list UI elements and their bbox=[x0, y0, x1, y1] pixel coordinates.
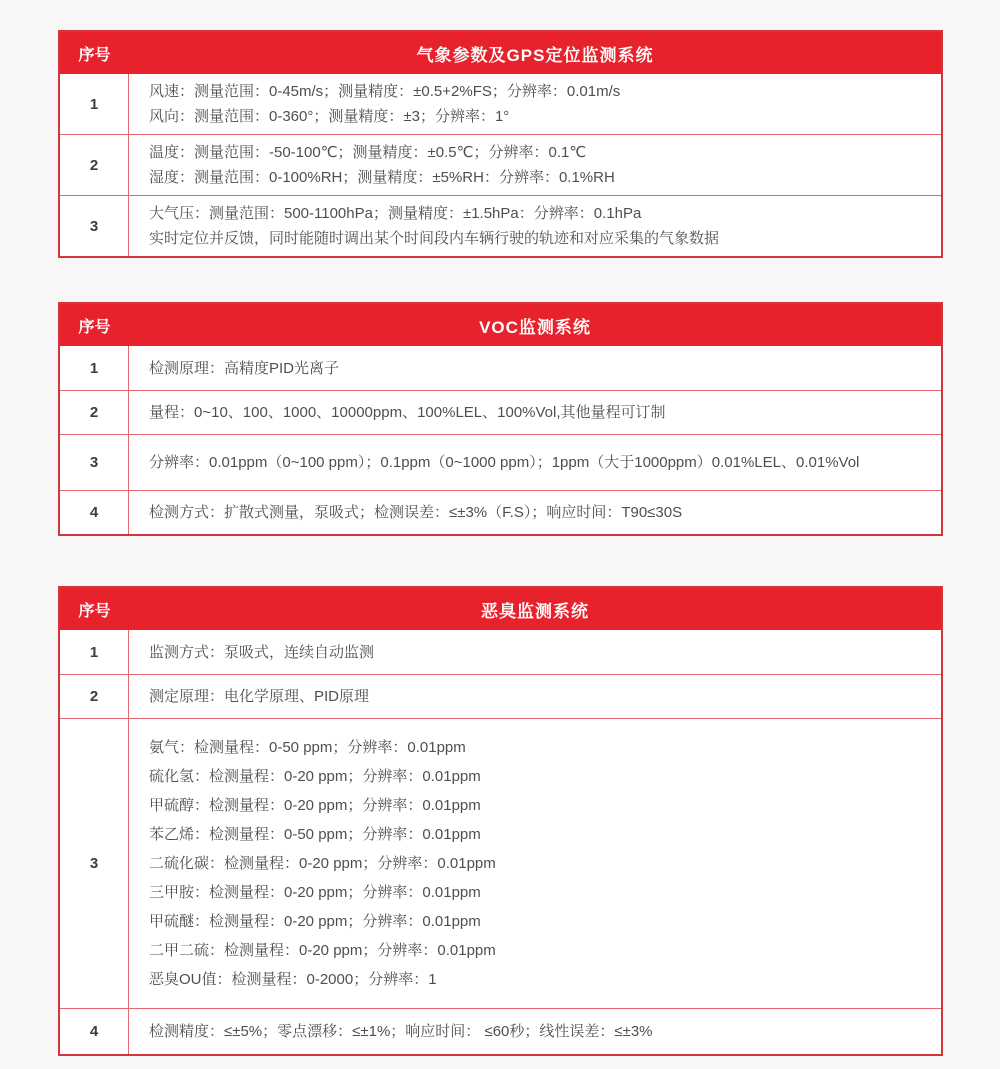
table-row bbox=[60, 674, 941, 718]
serial-cell: 1 bbox=[60, 74, 129, 134]
table-row bbox=[60, 1008, 941, 1054]
content-cell bbox=[129, 196, 941, 256]
serial-cell: 2 bbox=[60, 391, 129, 434]
spec-line: 测定原理：电化学原理、PID原理 bbox=[149, 688, 370, 705]
serial-column-header: 序号 bbox=[78, 318, 111, 336]
content-cell bbox=[129, 74, 941, 134]
spec-line: 氨气：检测量程：0-50 ppm；分辨率：0.01ppm bbox=[149, 739, 466, 756]
spec-line: 苯乙烯：检测量程：0-50 ppm；分辨率：0.01ppm bbox=[149, 826, 481, 843]
table-header bbox=[60, 32, 941, 74]
serial-cell: 3 bbox=[60, 435, 129, 490]
table-header bbox=[60, 304, 941, 346]
table-row bbox=[60, 390, 941, 434]
table-row bbox=[60, 346, 941, 390]
spec-line: 风向：测量范围：0-360°；测量精度：±3；分辨率：1° bbox=[149, 108, 510, 125]
spec-line: 大气压：测量范围：500-1100hPa；测量精度：±1.5hPa：分辨率：0.1hPa bbox=[149, 205, 642, 222]
spec-line: 检测原理：高精度PID光离子 bbox=[149, 359, 340, 377]
table-title: 恶臭监测系统 bbox=[481, 601, 589, 621]
spec-line: 湿度：测量范围：0-100%RH；测量精度：±5%RH：分辨率：0.1%RH bbox=[149, 169, 615, 186]
spec-line: 恶臭OU值：检测量程：0-2000；分辨率：1 bbox=[149, 971, 437, 988]
table-row bbox=[60, 490, 941, 534]
spec-line: 二硫化碳：检测量程：0-20 ppm；分辨率：0.01ppm bbox=[149, 855, 496, 872]
spec-line: 监测方式：泵吸式，连续自动监测 bbox=[149, 643, 375, 661]
spec-table-voc bbox=[58, 302, 943, 536]
content-cell bbox=[129, 675, 941, 718]
spec-line: 二甲二硫：检测量程：0-20 ppm；分辨率：0.01ppm bbox=[149, 942, 496, 959]
content-cell bbox=[129, 491, 941, 534]
serial-cell: 1 bbox=[60, 630, 129, 674]
spec-line: 甲硫醇：检测量程：0-20 ppm；分辨率：0.01ppm bbox=[149, 797, 481, 814]
spec-line: 实时定位并反馈，同时能随时调出某个时间段内车辆行驶的轨迹和对应采集的气象数据 bbox=[149, 230, 720, 247]
serial-cell: 2 bbox=[60, 135, 129, 195]
serial-cell: 4 bbox=[60, 1009, 129, 1054]
content-cell bbox=[129, 435, 941, 490]
table-header bbox=[60, 588, 941, 630]
serial-cell: 3 bbox=[60, 196, 129, 256]
spec-line: 温度：测量范围：-50-100℃；测量精度：±0.5℃；分辨率：0.1℃ bbox=[149, 144, 587, 161]
spec-line: 量程：0~10、100、1000、10000ppm、100%LEL、100%Vol,其他量程可订制 bbox=[149, 404, 666, 421]
content-cell bbox=[129, 1009, 941, 1054]
table-title: 气象参数及GPS定位监测系统 bbox=[416, 45, 654, 65]
content-cell bbox=[129, 719, 941, 1008]
table-row bbox=[60, 74, 941, 134]
serial-cell: 1 bbox=[60, 346, 129, 390]
spec-table-odor bbox=[58, 586, 943, 1056]
spec-line: 三甲胺：检测量程：0-20 ppm；分辨率：0.01ppm bbox=[149, 884, 481, 901]
spec-line: 风速：测量范围：0-45m/s；测量精度：±0.5+2%FS；分辨率：0.01m/s bbox=[149, 83, 621, 100]
content-cell bbox=[129, 135, 941, 195]
spec-line: 分辨率：0.01ppm（0~100 ppm）；0.1ppm（0~1000 ppm）；1ppm（大于1000ppm）0.01%LEL、0.01%Vol bbox=[149, 454, 860, 471]
spec-line: 甲硫醚：检测量程：0-20 ppm；分辨率：0.01ppm bbox=[149, 913, 481, 930]
spec-line: 检测方式：扩散式测量，泵吸式；检测误差：≤±3%（F.S）；响应时间：T90≤30S bbox=[149, 504, 683, 521]
table-row bbox=[60, 630, 941, 674]
table-row bbox=[60, 195, 941, 256]
serial-column-header: 序号 bbox=[78, 602, 111, 620]
content-cell bbox=[129, 346, 941, 390]
spec-table-weather-gps bbox=[58, 30, 943, 258]
serial-column-header: 序号 bbox=[78, 46, 111, 64]
serial-cell: 4 bbox=[60, 491, 129, 534]
spec-line: 检测精度：≤±5%；零点漂移：≤±1%；响应时间： ≤60秒；线性误差：≤±3% bbox=[149, 1023, 653, 1040]
serial-cell: 2 bbox=[60, 675, 129, 718]
serial-cell: 3 bbox=[60, 719, 129, 1008]
content-cell bbox=[129, 630, 941, 674]
table-row bbox=[60, 718, 941, 1008]
table-title: VOC监测系统 bbox=[479, 317, 591, 337]
table-row bbox=[60, 434, 941, 490]
spec-line: 硫化氢：检测量程：0-20 ppm；分辨率：0.01ppm bbox=[149, 768, 481, 785]
content-cell bbox=[129, 391, 941, 434]
table-row bbox=[60, 134, 941, 195]
